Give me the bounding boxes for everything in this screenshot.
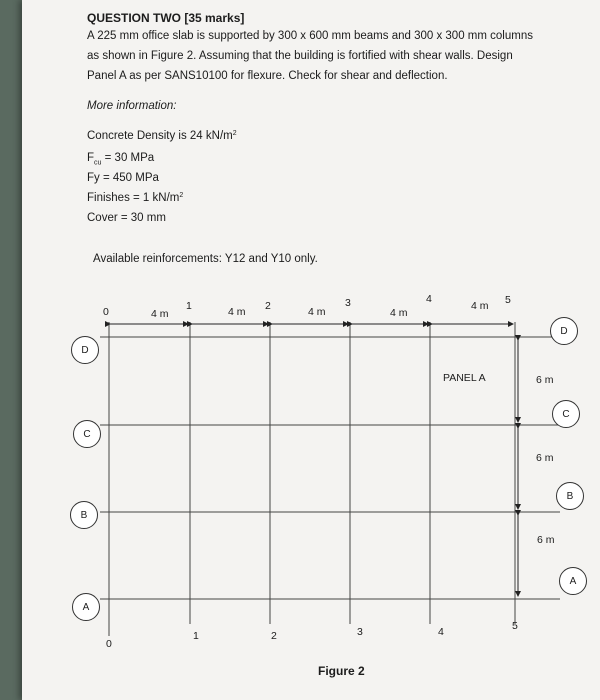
row-label-A-left: A — [72, 593, 100, 621]
row-label-C-left: C — [73, 420, 101, 448]
cover-line: Cover = 30 mm — [87, 212, 166, 224]
row-label-D-left: D — [71, 336, 99, 364]
fcu-symbol: F — [87, 152, 95, 164]
span-label-5: 4 m — [471, 300, 489, 312]
bottom-grid-1: 1 — [193, 630, 199, 642]
finishes-exponent: 2 — [179, 192, 184, 199]
finishes-text: Finishes = 1 kN/m — [87, 192, 180, 204]
bay-dim-1: 6 m — [536, 374, 554, 386]
more-info-heading: More information: — [87, 100, 177, 112]
panel-a-label: PANEL A — [443, 372, 486, 384]
top-grid-1: 1 — [186, 300, 192, 312]
top-grid-2: 2 — [265, 300, 271, 312]
fcu-value: = 30 MPa — [101, 152, 155, 164]
bottom-grid-2: 2 — [271, 630, 277, 642]
question-title: QUESTION TWO [35 marks] — [87, 11, 245, 25]
row-label-C-right: C — [552, 400, 580, 428]
bottom-grid-0: 0 — [106, 638, 112, 650]
row-label-A-right: A — [559, 567, 587, 595]
span-label-2: 4 m — [228, 306, 246, 318]
top-grid-4: 4 — [426, 293, 432, 305]
top-grid-0: 0 — [103, 306, 109, 318]
row-label-B-left: B — [70, 501, 98, 529]
top-grid-5: 5 — [505, 294, 511, 306]
question-line-1: A 225 mm office slab is supported by 300 x 600 mm beams and 300 x 300 mm columns — [87, 30, 533, 42]
density-exponent: 2 — [232, 130, 237, 137]
figure-caption: Figure 2 — [318, 664, 365, 678]
top-grid-3: 3 — [345, 297, 351, 309]
bay-dim-3: 6 m — [537, 534, 555, 546]
fy-line: Fy = 450 MPa — [87, 172, 159, 184]
reinforcement-line: Available reinforcements: Y12 and Y10 only. — [93, 253, 318, 265]
bottom-grid-3: 3 — [357, 626, 363, 638]
density-text: Concrete Density is 24 kN/m — [87, 130, 233, 142]
row-label-D-right: D — [550, 317, 578, 345]
span-label-3: 4 m — [308, 306, 326, 318]
bay-dim-2: 6 m — [536, 452, 554, 464]
question-line-2: as shown in Figure 2. Assuming that the building is fortified with shear walls. Design — [87, 50, 513, 62]
span-label-4: 4 m — [390, 307, 408, 319]
bottom-grid-4: 4 — [438, 626, 444, 638]
question-line-3: Panel A as per SANS10100 for flexure. Check for shear and deflection. — [87, 70, 448, 82]
span-label-1: 4 m — [151, 308, 169, 320]
row-label-B-right: B — [556, 482, 584, 510]
fcu-subscript: cu — [94, 159, 102, 167]
bottom-grid-5: 5 — [512, 620, 518, 632]
